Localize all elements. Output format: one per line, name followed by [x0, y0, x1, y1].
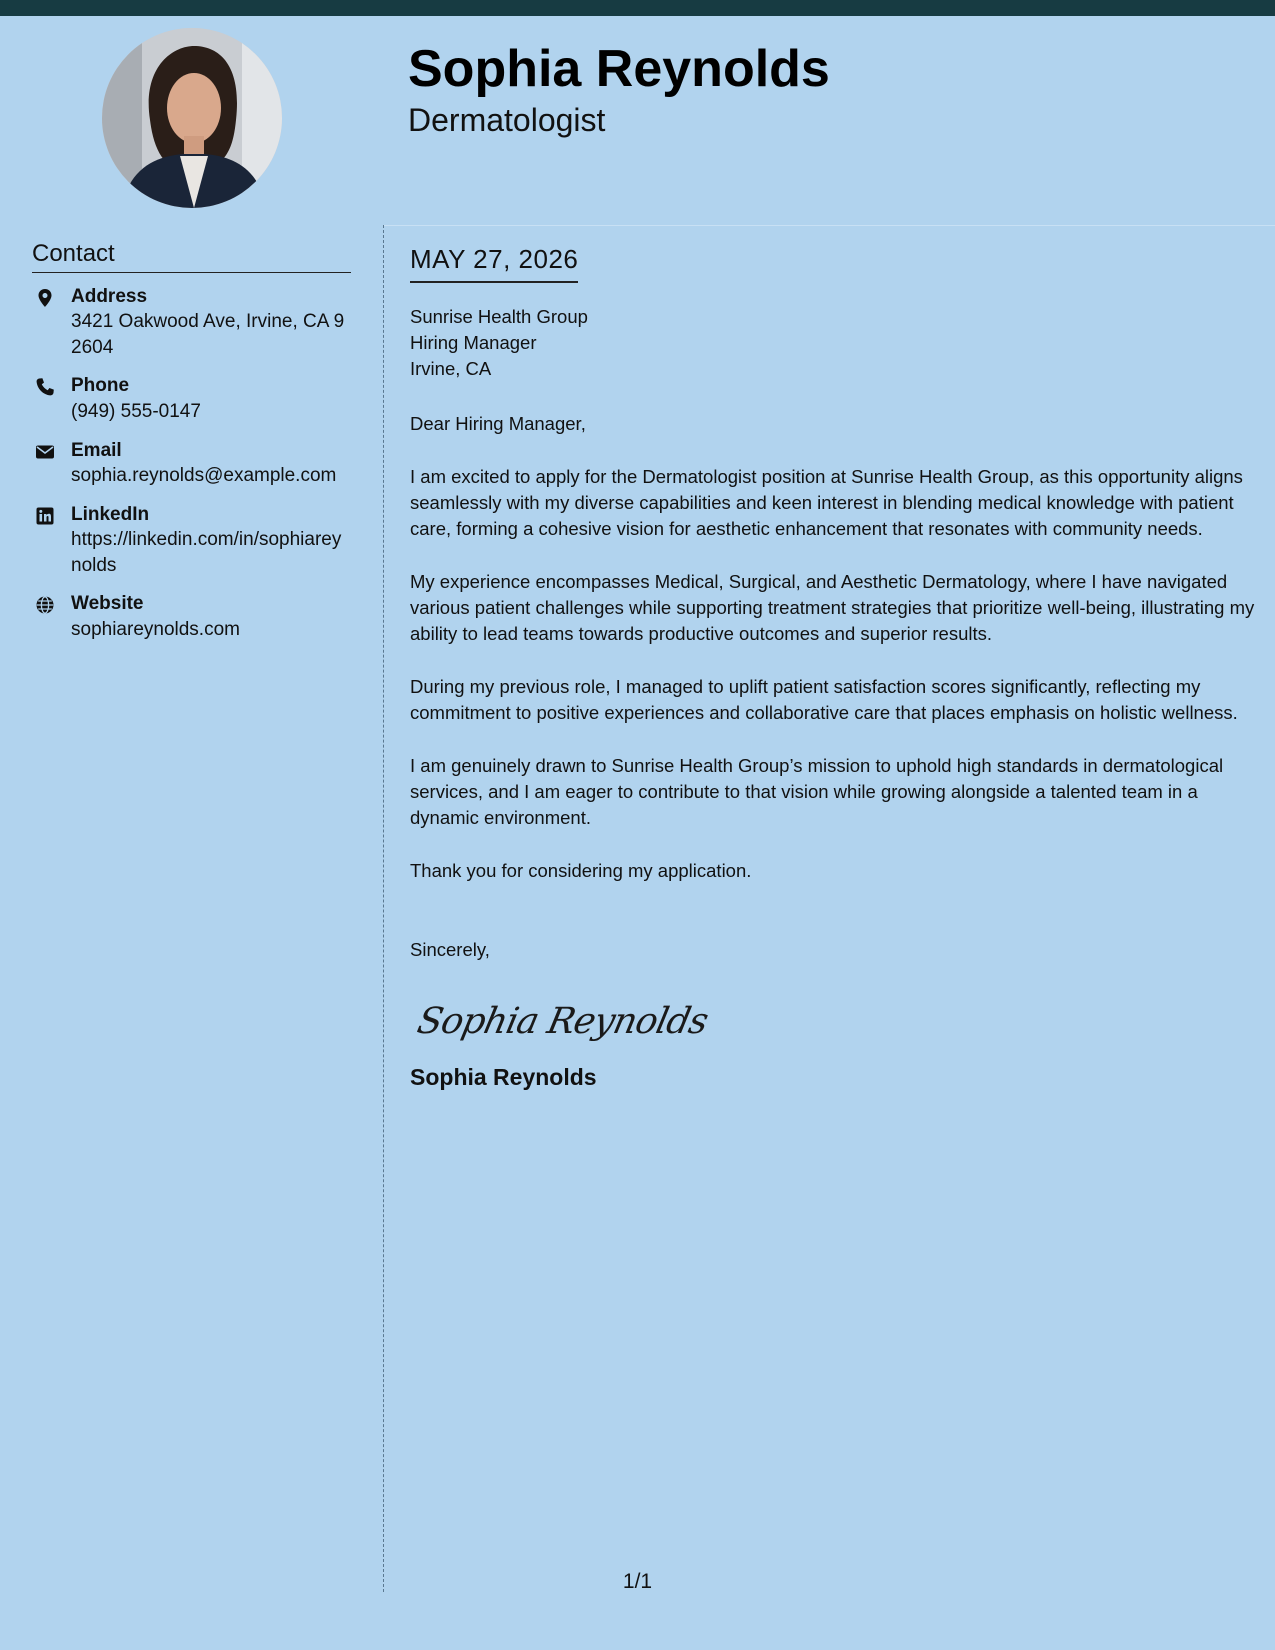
letter-body: [410, 244, 1256, 1092]
contact-heading: Contact: [32, 240, 351, 273]
linkedin-label: LinkedIn: [71, 503, 150, 525]
recipient-location: Irvine, CA: [410, 358, 492, 380]
linkedin-icon: [35, 506, 55, 526]
address-label: Address: [71, 285, 148, 307]
email-label: Email: [71, 439, 122, 461]
contact-sidebar: [32, 240, 351, 656]
paragraph: During my previous role, I managed to uplift patient satisfaction scores significantly, reflecting my commitment to positive experiences and collaborative care that places emphasis on holistic wellness.: [410, 676, 1238, 724]
applicant-name: Sophia Reynolds: [408, 40, 830, 98]
letter-date: MAY 27, 2026: [410, 244, 578, 283]
page-number: 1/1: [622, 1570, 653, 1593]
paragraph: I am genuinely drawn to Sunrise Health Group’s mission to uphold high standards in dermatological services, and I am eager to contribute to that vision while growing alongside a talented team in a dynamic environment.: [410, 755, 1224, 829]
contact-address: [32, 285, 351, 361]
envelope-icon: [35, 442, 55, 462]
signer-name: Sophia Reynolds: [410, 1064, 597, 1091]
contact-linkedin: [32, 503, 351, 579]
website-label: Website: [71, 593, 144, 615]
linkedin-value[interactable]: https://linkedin.com/in/sophiareynolds: [71, 529, 342, 576]
address-value: 3421 Oakwood Ave, Irvine, CA 92604: [71, 311, 345, 358]
header-divider: [383, 225, 1275, 226]
thank-you-line: Thank you for considering my application.: [410, 860, 752, 882]
column-divider: [383, 225, 384, 1592]
recipient-company: Sunrise Health Group: [410, 306, 588, 328]
contact-email: [32, 439, 351, 489]
phone-icon: [35, 377, 55, 397]
paragraph: I am excited to apply for the Dermatologist position at Sunrise Health Group, as this opportunity aligns seamlessly with my diverse capabilities and keen interest in blending medical knowledge with patient care, forming a cohesive vision for aesthetic enhancement that resonates with community needs.: [410, 466, 1243, 540]
recipient-block: [410, 304, 1256, 382]
profile-photo: [102, 28, 282, 208]
contact-website: [32, 592, 351, 642]
greeting: Dear Hiring Manager,: [410, 413, 586, 435]
top-accent-bar: [0, 0, 1275, 16]
paragraph: My experience encompasses Medical, Surgical, and Aesthetic Dermatology, where I have navigated various patient challenges while supporting treatment strategies that prioritize well-being, illustrating my ability to lead teams towards productive outcomes and superior results.: [410, 571, 1255, 645]
closing: Sincerely,: [410, 939, 490, 961]
handwritten-signature: Sophia Reynolds: [413, 1001, 712, 1043]
contact-phone: [32, 374, 351, 424]
recipient-role: Hiring Manager: [410, 332, 537, 354]
website-value[interactable]: sophiareynolds.com: [71, 618, 240, 640]
email-value[interactable]: sophia.reynolds@example.com: [71, 465, 337, 487]
phone-value: (949) 555-0147: [71, 401, 201, 423]
globe-icon: [35, 595, 55, 615]
phone-label: Phone: [71, 375, 130, 397]
map-pin-icon: [35, 288, 55, 308]
applicant-title: Dermatologist: [408, 102, 606, 138]
